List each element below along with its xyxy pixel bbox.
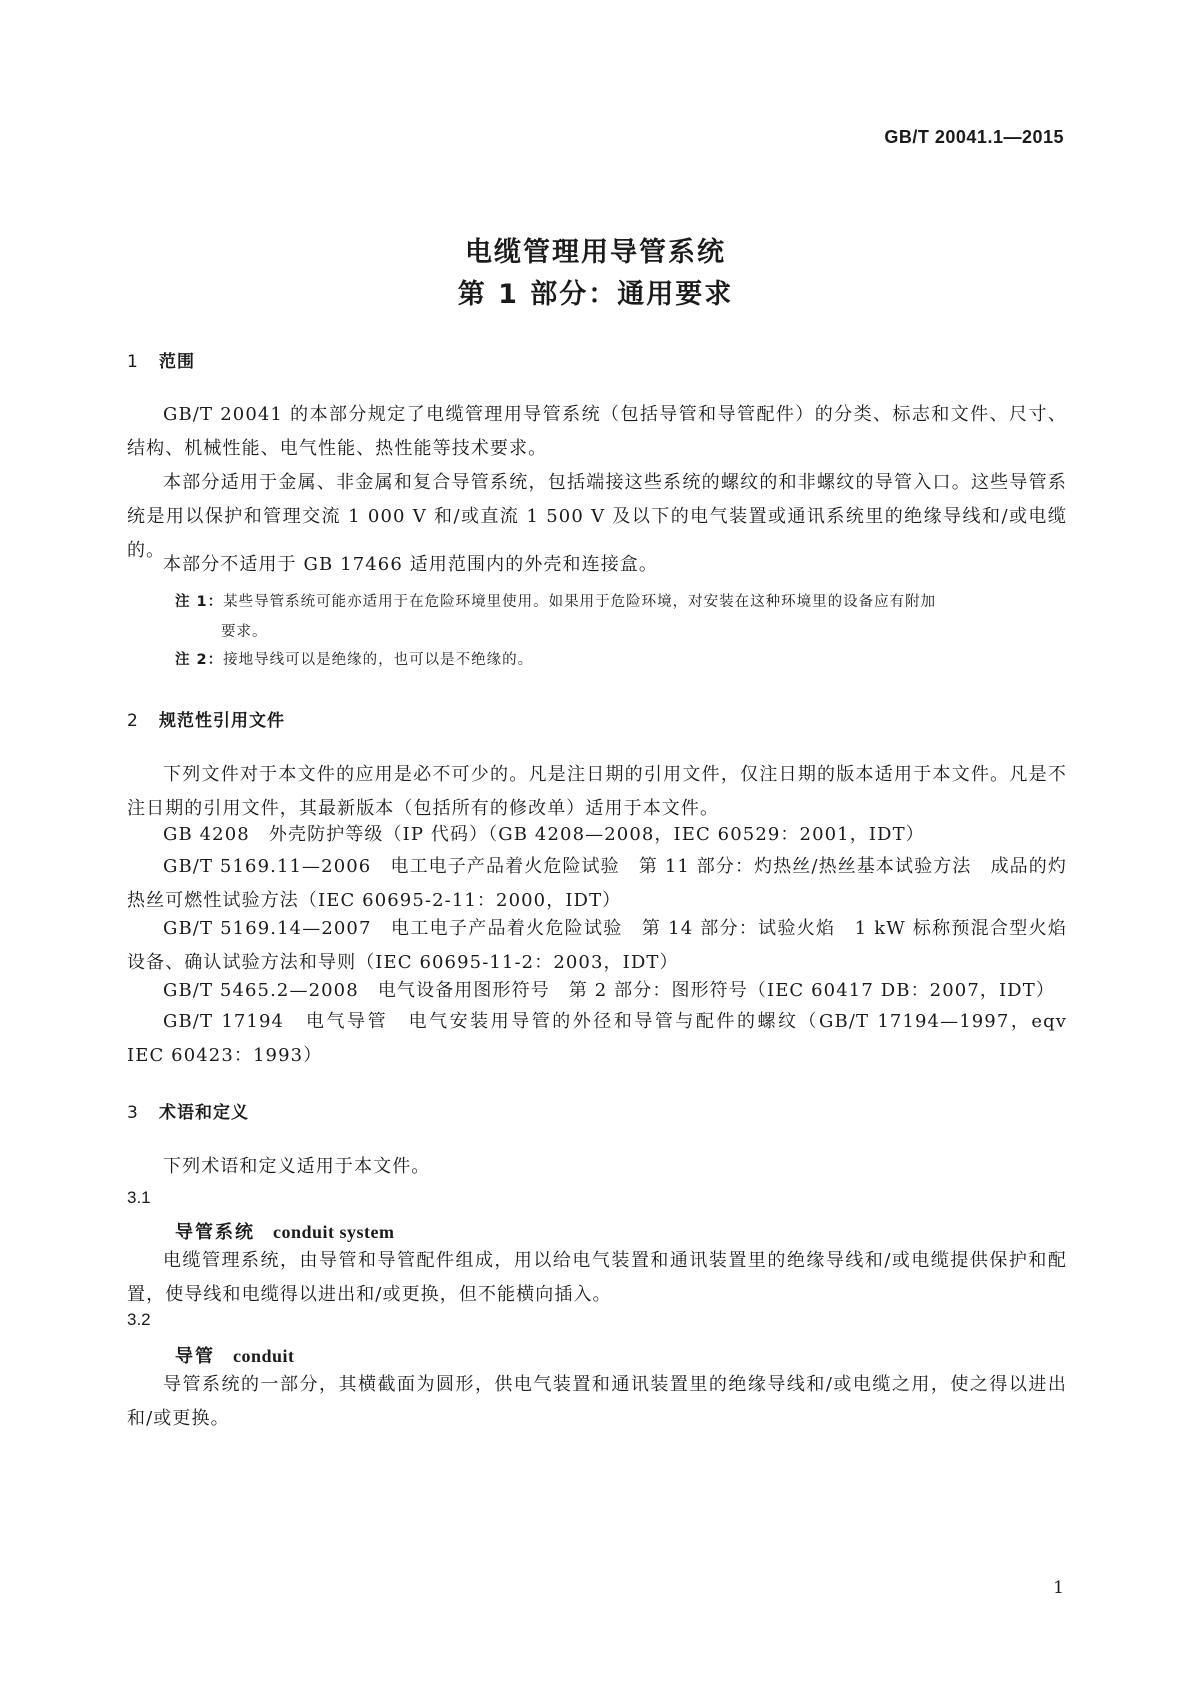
term-number: 3.2 bbox=[127, 1310, 151, 1329]
term-title bbox=[175, 1342, 295, 1368]
term-english: conduit system bbox=[273, 1222, 395, 1242]
note-1 bbox=[175, 587, 1067, 647]
paragraph: 下列术语和定义适用于本文件。 bbox=[163, 1156, 431, 1177]
note-label: 注 2： bbox=[175, 652, 224, 668]
reference-item: GB/T 5169.14—2007 电工电子产品着火危险试验 第 14 部分：试验火焰 1 kW 标称预混合型火焰 设备、确认试验方法和导则（IEC 60695-11-2：2003，IDT） bbox=[127, 918, 1087, 973]
section-2-heading bbox=[127, 706, 285, 731]
term-number: 3.1 bbox=[127, 1188, 151, 1207]
section-1-heading bbox=[127, 347, 195, 372]
term-definition: 电缆管理系统，由导管和导管配件组成，用以给电气装置和通讯装置里的绝缘导线和/或电缆提供保护和配置，使导线和电缆得以进出和/或更换，但不能横向插入。 bbox=[127, 1250, 1067, 1305]
paragraph: 本部分不适用于 GB 17466 适用范围内的外壳和连接盒。 bbox=[163, 554, 659, 575]
note-text: 接地导线可以是绝缘的，也可以是不绝缘的。 bbox=[223, 652, 534, 668]
term-title bbox=[175, 1218, 395, 1244]
section-number: 1 bbox=[127, 352, 139, 372]
term-chinese: 导管 bbox=[175, 1346, 215, 1367]
title-line-2: 第 1 部分：通用要求 bbox=[457, 279, 734, 310]
paragraph: 下列文件对于本文件的应用是必不可少的。凡是注日期的引用文件，仅注日期的版本适用于本文件。凡是不注日期的引用文件，其最新版本（包括所有的修改单）适用于本文件。 bbox=[127, 764, 1067, 819]
paragraph: 本部分适用于金属、非金属和复合导管系统，包括端接这些系统的螺纹的和非螺纹的导管入口。这些导管系统是用以保护和管理交流 1 000 V 和/或直流 1 500 V 及以下的电气装置或通讯系统里的绝缘导线和/或电缆的。 bbox=[127, 472, 1067, 561]
term-definition: 导管系统的一部分，其横截面为圆形，供电气装置和通讯装置里的绝缘导线和/或电缆之用，使之得以进出和/或更换。 bbox=[127, 1374, 1067, 1429]
standard-number: GB/T 20041.1—2015 bbox=[884, 127, 1064, 147]
reference-item: GB 4208 外壳防护等级（IP 代码）（GB 4208—2008，IEC 60529：2001，IDT） bbox=[163, 824, 925, 845]
term-chinese: 导管系统 bbox=[175, 1222, 255, 1243]
section-number: 3 bbox=[127, 1103, 139, 1123]
note-2 bbox=[175, 645, 1067, 675]
note-label: 注 1： bbox=[175, 594, 224, 610]
section-number: 2 bbox=[127, 711, 139, 731]
section-title: 术语和定义 bbox=[159, 1103, 249, 1123]
section-title: 规范性引用文件 bbox=[159, 711, 285, 731]
reference-item: GB/T 17194 电气导管 电气安装用导管的外径和导管与配件的螺纹（GB/T 17194—1997，eqv IEC 60423：1993） bbox=[127, 1011, 1067, 1066]
title-line-1: 电缆管理用导管系统 bbox=[465, 237, 726, 268]
note-text-continued: 要求。 bbox=[221, 624, 268, 640]
section-3-heading bbox=[127, 1098, 249, 1123]
reference-item: GB/T 5465.2—2008 电气设备用图形符号 第 2 部分：图形符号（IEC 60417 DB：2007，IDT） bbox=[163, 980, 1055, 1001]
section-title: 范围 bbox=[159, 352, 195, 372]
paragraph: GB/T 20041 的本部分规定了电缆管理用导管系统（包括导管和导管配件）的分类、标志和文件、尺寸、结构、机械性能、电气性能、热性能等技术要求。 bbox=[127, 404, 1067, 459]
note-text: 某些导管系统可能亦适用于在危险环境里使用。如果用于危险环境，对安装在这种环境里的设备应有附加 bbox=[223, 594, 937, 610]
reference-item: GB/T 5169.11—2006 电工电子产品着火危险试验 第 11 部分：灼热丝/热丝基本试验方法 成品的灼热丝可燃性试验方法（IEC 60695-2-11：2000，IDT） bbox=[127, 856, 1067, 911]
term-english: conduit bbox=[233, 1346, 295, 1366]
page-number: 1 bbox=[1053, 1578, 1064, 1598]
